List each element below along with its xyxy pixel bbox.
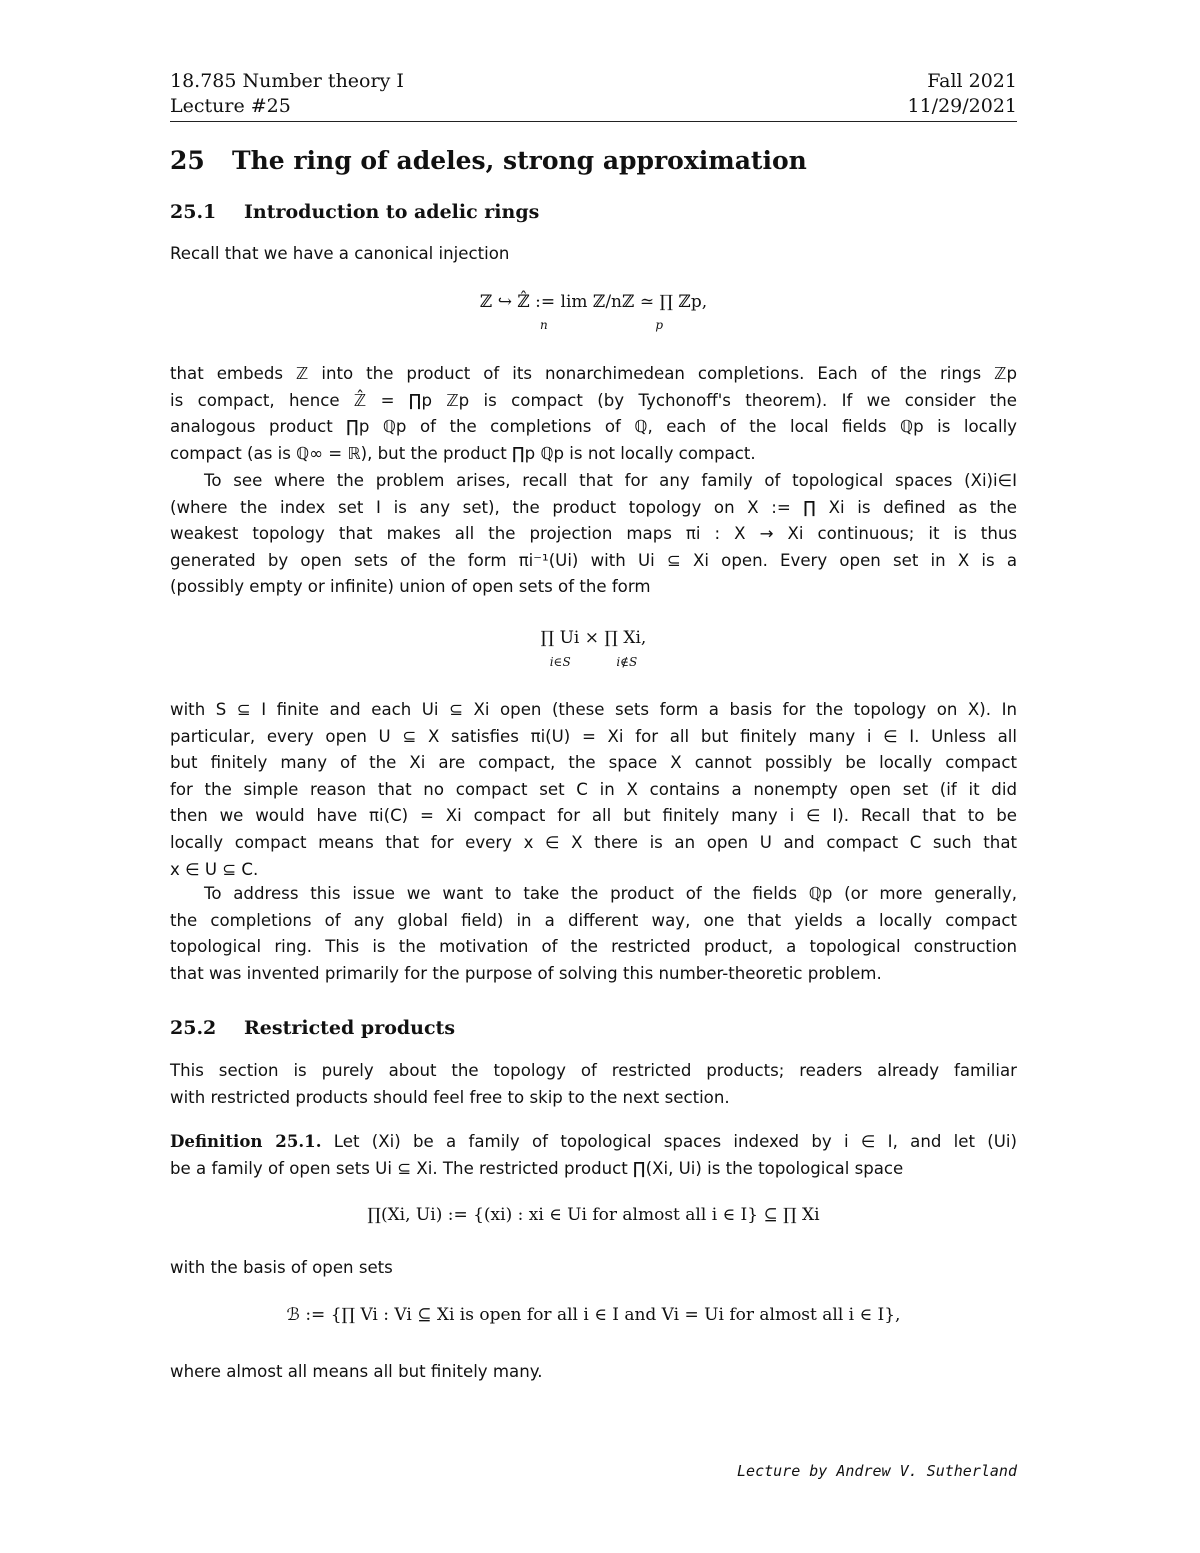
equation-product-subscripts xyxy=(170,655,1057,669)
text-line: analogous product ∏p ℚp of the completions of ℚ, each of the local fields ℚp is locally xyxy=(170,417,1017,437)
section-number: 25.1 xyxy=(170,201,217,223)
lecture-title-number: 25 xyxy=(170,146,205,175)
subscript-not-in-s: i∉S xyxy=(616,655,638,669)
subscript-in-s: i∈S xyxy=(549,655,571,669)
text-line: compact (as is ℚ∞ = ℝ), but the product ∏p ℚp is not locally compact. xyxy=(170,443,756,463)
paragraph-2 xyxy=(170,468,1017,601)
section-title: Restricted products xyxy=(244,1017,456,1039)
text-line: with S ⊆ I finite and each Ui ⊆ Xi open (these sets form a basis for the topology on X). In xyxy=(170,700,1017,719)
definition-heading: Definition 25.1. xyxy=(170,1131,322,1151)
text-line: (possibly empty or infinite) union of open sets of the form xyxy=(170,577,651,597)
equation-zhat xyxy=(170,292,1017,312)
paragraph-3 xyxy=(170,697,1017,883)
text-line: This section is purely about the topology of restricted products; readers already familiar xyxy=(170,1061,1017,1080)
prod-subscript: p xyxy=(655,318,664,332)
definition-text: Let (Xi) be a family of topological spaces indexed by i ∈ I, and let (Ui) xyxy=(333,1132,1017,1151)
text-line: then we would have πi(C) = Xi compact for all but finitely many i ∈ I). Recall that to be xyxy=(170,806,1017,826)
text-line: Recall that we have a canonical injection xyxy=(170,244,510,263)
equation-text: ∏(Xi, Ui) := {(xi) : xi ∈ Ui for almost all i ∈ I} ⊆ ∏ Xi xyxy=(367,1205,820,1225)
text-line: locally compact means that for every x ∈ X there is an open U and compact C such that xyxy=(170,832,1017,852)
equation-text: ℬ := {∏ Vi : Vi ⊆ Xi is open for all i ∈ I and Vi = Ui for almost all i ∈ I}, xyxy=(286,1305,901,1325)
text-line: with the basis of open sets xyxy=(170,1258,393,1277)
lim-subscript: n xyxy=(539,318,548,332)
text-line: To address this issue we want to take the product of the fields ℚp (or more generally, xyxy=(204,884,1017,903)
paragraph-closing xyxy=(170,1359,1017,1386)
definition-25-1 xyxy=(170,1128,1017,1182)
text-line: is compact, hence ℤ̂ = ∏p ℤp is compact (by Tychonoff's theorem). If we consider the xyxy=(170,390,1017,410)
course-title: 18.785 Number theory I xyxy=(170,70,404,92)
text-line: the completions of any global field) in a different way, one that yields a locally compact xyxy=(170,910,1017,930)
text-line: To see where the problem arises, recall that for any family of topological spaces (Xi)i∈I xyxy=(204,471,1017,490)
paragraph-1 xyxy=(170,361,1017,467)
text-line: generated by open sets of the form πi⁻¹(Ui) with Ui ⊆ Xi open. Every open set in X is a xyxy=(170,550,1017,570)
paragraph-basis xyxy=(170,1255,1017,1282)
text-line: x ∈ U ⊆ C. xyxy=(170,859,259,879)
section-heading-1 xyxy=(170,201,539,223)
equation-basis xyxy=(170,1305,1017,1325)
text-line: topological ring. This is the motivation of the restricted product, a topological construction xyxy=(170,937,1017,957)
lecture-title-text: The ring of adeles, strong approximation xyxy=(232,146,807,175)
text-line: but finitely many of the Xi are compact, the space X cannot possibly be locally compact xyxy=(170,753,1017,773)
text-line: (where the index set I is any set), the product topology on X := ∏ Xi is defined as the xyxy=(170,497,1017,517)
lecture-credit: Lecture by Andrew V. Sutherland xyxy=(737,1462,1017,1480)
header-rule xyxy=(170,121,1017,122)
section-heading-2 xyxy=(170,1017,455,1039)
text-line: that embeds ℤ into the product of its nonarchimedean completions. Each of the rings ℤp xyxy=(170,364,1017,383)
text-line: that was invented primarily for the purpose of solving this number-theoretic problem. xyxy=(170,963,882,983)
text-line: particular, every open U ⊆ X satisfies πi(U) = Xi for all but finitely many i ∈ I. Unless all xyxy=(170,726,1017,746)
text-line: with restricted products should feel free to skip to the next section. xyxy=(170,1087,730,1107)
document-page xyxy=(170,0,1017,1553)
term: Fall 2021 xyxy=(927,70,1017,92)
lecture-title xyxy=(170,146,807,175)
lecture-date: 11/29/2021 xyxy=(907,95,1017,117)
text-line: for the simple reason that no compact set C in X contains a nonempty open set (if it did xyxy=(170,779,1017,799)
section-title: Introduction to adelic rings xyxy=(244,201,540,223)
text-line: where almost all means all but finitely many. xyxy=(170,1362,543,1381)
equation-subscripts xyxy=(170,318,1025,332)
text-line: be a family of open sets Ui ⊆ Xi. The restricted product ∏(Xi, Ui) is the topological space xyxy=(170,1158,904,1178)
section-number: 25.2 xyxy=(170,1017,217,1039)
paragraph-intro xyxy=(170,241,1017,268)
definition-line xyxy=(170,1128,1017,1156)
paragraph-4 xyxy=(170,881,1017,987)
equation-text: ∏ Ui × ∏ Xi, xyxy=(540,628,647,648)
equation-restricted-product xyxy=(170,1205,1017,1225)
paragraph-5 xyxy=(170,1058,1017,1111)
equation-text: ℤ ↪ ℤ̂ := lim ℤ/nℤ ≃ ∏ ℤp, xyxy=(479,292,708,312)
equation-product-basis xyxy=(170,628,1017,648)
lecture-number: Lecture #25 xyxy=(170,95,291,117)
text-line: weakest topology that makes all the projection maps πi : X → Xi continuous; it is thus xyxy=(170,524,1017,544)
